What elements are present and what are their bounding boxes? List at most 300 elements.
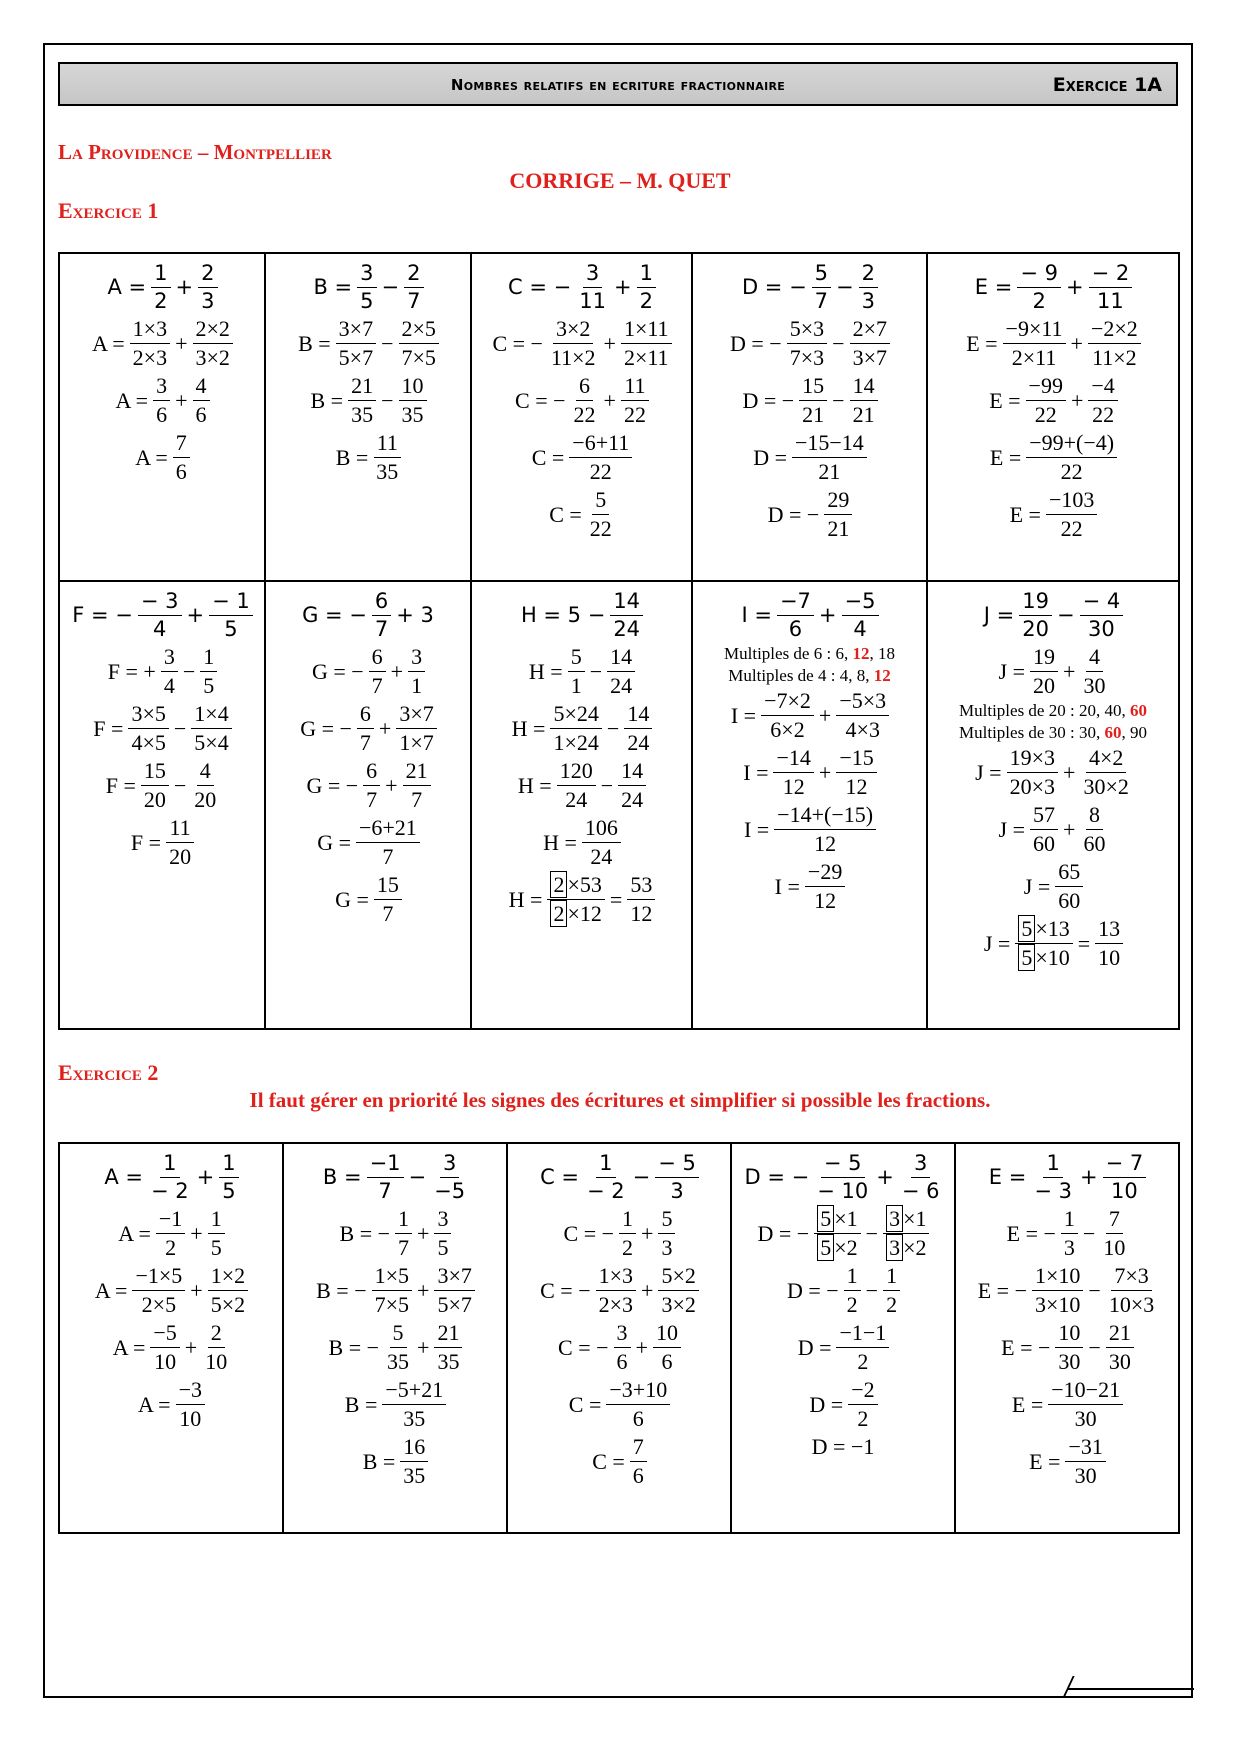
denominator-value: 5 [222, 1179, 236, 1203]
denominator-value: 12 [630, 901, 653, 926]
math-text: + [175, 387, 188, 413]
denominator [883, 1291, 900, 1316]
denominator-value: 7 [371, 673, 383, 698]
fraction [384, 1322, 412, 1373]
denominator [1072, 1462, 1100, 1487]
denominator-value: 10 [1111, 1179, 1138, 1203]
denominator-value: 7 [411, 787, 423, 812]
fraction [1026, 432, 1117, 483]
fraction [836, 747, 876, 798]
fraction [1007, 747, 1058, 798]
numerator [130, 318, 170, 344]
fraction [1065, 1436, 1105, 1487]
calculation-step [975, 1265, 1160, 1316]
exercise-2-table [58, 1142, 1180, 1534]
math-text: E = − [1006, 1220, 1056, 1246]
simplified-factor: 5 [817, 1205, 834, 1232]
denominator-value: 1 [411, 673, 423, 698]
math-text: I = [743, 759, 769, 785]
numerator [374, 874, 402, 900]
numerator-value: 21 [405, 758, 428, 783]
numerator-value: −3 [178, 1377, 202, 1402]
math-text: − [182, 658, 196, 684]
numerator [395, 1208, 412, 1234]
calculation-step [105, 646, 219, 697]
numerator [357, 703, 374, 729]
numerator [1088, 318, 1141, 344]
simplified-factor: 2 [550, 900, 567, 927]
denominator-value: 2 [639, 289, 653, 313]
denominator [369, 672, 386, 697]
denominator-value: 3×10 [1035, 1292, 1081, 1317]
calculation-step [566, 1379, 672, 1430]
math-text: I = [743, 816, 770, 842]
math-text: E = [988, 1165, 1027, 1189]
denominator-value: 30 [1058, 1349, 1081, 1374]
numerator-value: − 3 [140, 589, 179, 613]
numerator [1026, 432, 1117, 458]
numerator-value: 1 [599, 1151, 613, 1175]
math-text: H = [511, 715, 546, 741]
denominator [587, 515, 615, 540]
math-text: A = [137, 1391, 171, 1417]
numerator [128, 703, 168, 729]
fraction [1017, 263, 1061, 312]
solution-steps [930, 588, 1176, 972]
fraction [138, 591, 182, 640]
numerator-value: −99+(−4) [1029, 430, 1115, 455]
denominator [357, 729, 374, 754]
math-text: B = [344, 1391, 378, 1417]
math-text: I = [741, 603, 772, 627]
numerator-value: 10 [1058, 1320, 1081, 1345]
numerator-value: 5×3 [789, 316, 825, 341]
math-text: + [1079, 1165, 1098, 1189]
numerator [883, 1208, 929, 1234]
numerator [399, 375, 427, 401]
fraction [400, 1436, 428, 1487]
denominator-value: 6×2 [770, 717, 805, 742]
expression-statement [537, 1153, 701, 1202]
denominator [786, 616, 805, 640]
numerator-value: −4 [1091, 373, 1115, 398]
math-text: + [390, 658, 404, 684]
math-text: C = − [540, 1277, 591, 1303]
fraction [568, 646, 585, 697]
denominator [1108, 1178, 1141, 1202]
denominator-value: 21 [818, 459, 841, 484]
fraction [630, 1436, 647, 1487]
solution-cell [59, 581, 265, 1029]
math-text: + [603, 330, 616, 356]
fraction [1100, 1208, 1128, 1259]
numerator-value: −103 [1048, 487, 1095, 512]
denominator [1055, 1348, 1083, 1373]
numerator-value: 2 [407, 261, 421, 285]
numerator [792, 432, 867, 458]
document-header [58, 62, 1178, 106]
math-text: + [818, 702, 832, 728]
numerator-value: −14+(−15) [777, 802, 874, 827]
denominator-value: −5 [434, 1179, 466, 1203]
denominator-value: 4 [853, 617, 867, 641]
fraction [1030, 646, 1058, 697]
fraction [1031, 1153, 1075, 1202]
numerator-value: 5 [570, 644, 582, 669]
denominator-value: 21 [852, 402, 875, 427]
numerator-value: 14 [610, 644, 633, 669]
math-text: + [190, 1220, 203, 1246]
math-text: E = − [977, 1277, 1027, 1303]
calculation-step [1021, 861, 1085, 912]
numerator-value: 10 [655, 1320, 678, 1345]
numerator-value: 3 [360, 261, 374, 285]
fraction [619, 1208, 636, 1259]
numerator-value: −3+10 [609, 1377, 668, 1402]
numerator [582, 817, 621, 843]
numerator [1106, 1322, 1134, 1348]
numerator-value: 3×7 [338, 316, 374, 341]
denominator-value: 3 [861, 289, 876, 313]
fraction [363, 760, 380, 811]
denominator [780, 773, 808, 798]
math-text: + [186, 603, 205, 627]
denominator-value: 20 [1022, 617, 1049, 641]
numerator [619, 1208, 636, 1234]
note-text: Multiples de 20 : 20, 40, [959, 701, 1130, 720]
numerator [138, 591, 182, 616]
denominator-value: 2 [886, 1292, 898, 1317]
math-text: I = [774, 873, 800, 899]
math-text: B = − [328, 1334, 380, 1360]
fraction [357, 263, 376, 312]
simplified-factor: 2 [550, 871, 567, 898]
numerator-value: 1×3 [132, 316, 168, 341]
math-text: + [818, 759, 832, 785]
fraction [584, 1153, 628, 1202]
fraction [1080, 646, 1108, 697]
denominator-value: 12 [814, 888, 837, 913]
fraction [812, 263, 831, 312]
denominator [1007, 773, 1058, 798]
school-name: La Providence – Montpellier [58, 140, 332, 164]
fraction [408, 646, 425, 697]
numerator-value: − 4 [1082, 589, 1121, 613]
numerator-value: 1 [639, 261, 653, 285]
math-text: E = [989, 444, 1022, 470]
math-text: − [832, 387, 845, 413]
fraction [576, 263, 609, 312]
denominator [148, 1178, 192, 1202]
denominator-value: − 10 [817, 1179, 869, 1203]
math-text: + [378, 715, 392, 741]
numerator [367, 1153, 404, 1178]
simplified-factor: 5 [1018, 915, 1035, 942]
numerator-value: 1×3 [598, 1263, 634, 1288]
numerator [357, 263, 376, 288]
fraction [614, 1322, 631, 1373]
calculation-step [998, 1322, 1136, 1373]
numerator-value: 3 [156, 373, 168, 398]
denominator [1030, 672, 1058, 697]
math-text: C = − [558, 1334, 609, 1360]
math-text: − [865, 1277, 879, 1303]
exercise-1-row-1 [59, 253, 1179, 581]
math-text: A = [92, 330, 125, 356]
math-text: D = −1 [811, 1434, 875, 1459]
numerator-value: −5×3 [839, 688, 887, 713]
numerator [848, 1379, 877, 1405]
calculation-step [1026, 1436, 1108, 1487]
denominator [130, 344, 170, 369]
numerator [606, 1379, 670, 1405]
denominator-value: 30 [1074, 1406, 1097, 1431]
expression-statement [69, 591, 255, 640]
numerator [141, 760, 169, 786]
denominator-value: 60 [1058, 888, 1081, 913]
expression-statement [739, 263, 880, 312]
denominator [379, 843, 396, 868]
math-text: − [408, 1165, 427, 1189]
fraction [627, 874, 655, 925]
denominator-value: 7 [366, 787, 378, 812]
numerator [836, 747, 876, 773]
denominator [621, 401, 649, 426]
numerator [607, 646, 635, 672]
calculation-step [755, 1208, 932, 1259]
denominator [812, 288, 831, 312]
fraction [148, 1153, 192, 1202]
denominator [1029, 288, 1048, 312]
numerator [440, 1153, 459, 1178]
exercise-1-row-2 [59, 581, 1179, 1029]
denominator-value: 7 [398, 1235, 410, 1260]
denominator-value: 24 [610, 673, 633, 698]
numerator-value: 15 [376, 872, 399, 897]
denominator [814, 1178, 871, 1202]
math-text: + [190, 1277, 203, 1303]
denominator [814, 1234, 860, 1259]
calculation-step [489, 318, 673, 369]
denominator-value: 2×11 [1011, 345, 1057, 370]
denominator-value: − 2 [151, 1179, 189, 1203]
denominator [151, 288, 170, 312]
denominator [607, 672, 635, 697]
denominator-value: 2 [846, 1292, 858, 1317]
solution-steps [286, 1150, 504, 1490]
math-text: G = − [311, 658, 364, 684]
fraction [571, 375, 599, 426]
numerator-value: 11 [169, 815, 191, 840]
fraction [1048, 1379, 1123, 1430]
denominator [1058, 458, 1086, 483]
denominator [1061, 1234, 1078, 1259]
simplified-factor: 3 [886, 1205, 903, 1232]
numerator [568, 646, 585, 672]
numerator [173, 432, 190, 458]
denominator-value: 4 [163, 673, 175, 698]
math-text: − [173, 715, 187, 741]
fraction [582, 817, 621, 868]
math-text: B = [298, 330, 331, 356]
numerator-value: 6 [579, 373, 591, 398]
math-text: − [836, 275, 854, 299]
denominator [614, 1348, 631, 1373]
fraction [814, 1153, 871, 1202]
denominator-value: 7×5 [374, 1292, 410, 1317]
fraction [395, 1208, 412, 1259]
denominator [587, 843, 615, 868]
fraction [372, 1265, 412, 1316]
denominator [1031, 1178, 1075, 1202]
math-text: + [184, 1334, 198, 1360]
fraction [191, 760, 219, 811]
calculation-step [589, 1436, 649, 1487]
calculation-step [1007, 489, 1100, 540]
calculation-step [537, 1265, 701, 1316]
math-text: F = [105, 772, 136, 798]
calculation-step [342, 1379, 448, 1430]
numerator [400, 1436, 428, 1462]
numerator-value: −7×2 [764, 688, 811, 713]
fraction [1003, 318, 1066, 369]
fraction [550, 703, 601, 754]
calculation-step [809, 1436, 878, 1458]
math-text: + [603, 387, 616, 413]
numerator [176, 1379, 205, 1405]
solution-steps [62, 260, 262, 486]
denominator [399, 344, 439, 369]
fraction [1088, 318, 1141, 369]
expression-statement [981, 591, 1125, 640]
denominator-value: 7 [382, 901, 394, 926]
fraction [156, 1208, 185, 1259]
denominator-value: 22 [1060, 459, 1083, 484]
denominator [824, 515, 852, 540]
numerator-value: 53 [630, 872, 653, 897]
math-text: H = [517, 772, 552, 798]
denominator [627, 900, 655, 925]
expression-statement [105, 263, 220, 312]
numerator [1086, 646, 1103, 672]
denominator [1058, 515, 1086, 540]
numerator-value: ×53 [567, 872, 602, 897]
numerator-value: −31 [1068, 1434, 1103, 1459]
math-text: C = [549, 501, 582, 527]
numerator-value: 13 [1098, 916, 1121, 941]
numerator-value: −2 [851, 1377, 875, 1402]
denominator [883, 1234, 929, 1259]
numerator-value: 4×2 [1088, 745, 1124, 770]
expression-statement [518, 591, 645, 640]
fraction [1015, 918, 1072, 969]
numerator-value: 2 [861, 261, 876, 285]
solution-cell [59, 253, 265, 581]
denominator-value: 60 [1033, 831, 1056, 856]
fraction [787, 318, 827, 369]
denominator-value: 3 [1063, 1235, 1075, 1260]
numerator [824, 489, 852, 515]
numerator-value: −14 [776, 745, 811, 770]
denominator [208, 1291, 248, 1316]
denominator-value: 11×2 [550, 345, 596, 370]
denominator-value: 3 [661, 1235, 673, 1260]
numerator-value: 1×10 [1035, 1263, 1081, 1288]
numerator [408, 646, 425, 672]
fraction [799, 375, 827, 426]
fraction [382, 1379, 446, 1430]
fraction [621, 375, 649, 426]
numerator [132, 1265, 185, 1291]
calculation-step [987, 432, 1119, 483]
numerator [403, 760, 431, 786]
numerator-value: −1−1 [839, 1320, 887, 1345]
calculation-step [297, 703, 439, 754]
math-text: + [1063, 759, 1076, 785]
math-text: − [1082, 1220, 1096, 1246]
numerator [836, 1322, 889, 1348]
numerator [434, 1322, 462, 1348]
numerator [1055, 1322, 1083, 1348]
numerator [812, 263, 831, 288]
numerator-value: −15−14 [794, 430, 864, 455]
denominator [562, 786, 590, 811]
denominator [1080, 672, 1108, 697]
numerator [434, 1265, 474, 1291]
calculation-step [1004, 1208, 1131, 1259]
numerator-value: −6+11 [572, 430, 630, 455]
numerator [621, 375, 648, 401]
fraction [336, 318, 376, 369]
numerator [372, 591, 391, 616]
math-text: E = [989, 387, 1021, 413]
fraction [367, 1153, 404, 1202]
numerator [658, 1208, 675, 1234]
numerator-value: 3 [616, 1320, 628, 1345]
numerator-value: ×13 [1035, 916, 1070, 941]
denominator-value: 11 [1097, 289, 1124, 313]
math-text: I = [730, 702, 757, 728]
numerator-value: 5×2 [661, 1263, 696, 1288]
numerator-value: 5 [392, 1320, 404, 1345]
math-text: D = [753, 444, 787, 470]
numerator [618, 760, 646, 786]
numerator [550, 703, 601, 729]
numerator-value: − 5 [823, 1151, 862, 1175]
denominator [372, 1291, 412, 1316]
numerator [356, 817, 420, 843]
calculation-step [996, 804, 1111, 855]
denominator-value: 5×2 [210, 1292, 246, 1317]
denominator-value: 7×5 [401, 345, 436, 370]
fraction [191, 703, 231, 754]
math-text: G = − [300, 715, 352, 741]
denominator-value: 10 [1098, 945, 1121, 970]
denominator-value: 3×7 [852, 345, 887, 370]
math-text: D = − [744, 1165, 810, 1189]
denominator [854, 1348, 871, 1373]
numerator [596, 1153, 615, 1178]
denominator [619, 1234, 636, 1259]
denominator-value: 7 [374, 617, 389, 641]
denominator-value: 3×2 [195, 345, 230, 370]
math-text: A = [94, 1277, 128, 1303]
numerator-value: 4 [1088, 644, 1100, 669]
denominator [200, 672, 217, 697]
numerator [1030, 646, 1058, 672]
denominator [618, 786, 646, 811]
denominator [404, 288, 423, 312]
